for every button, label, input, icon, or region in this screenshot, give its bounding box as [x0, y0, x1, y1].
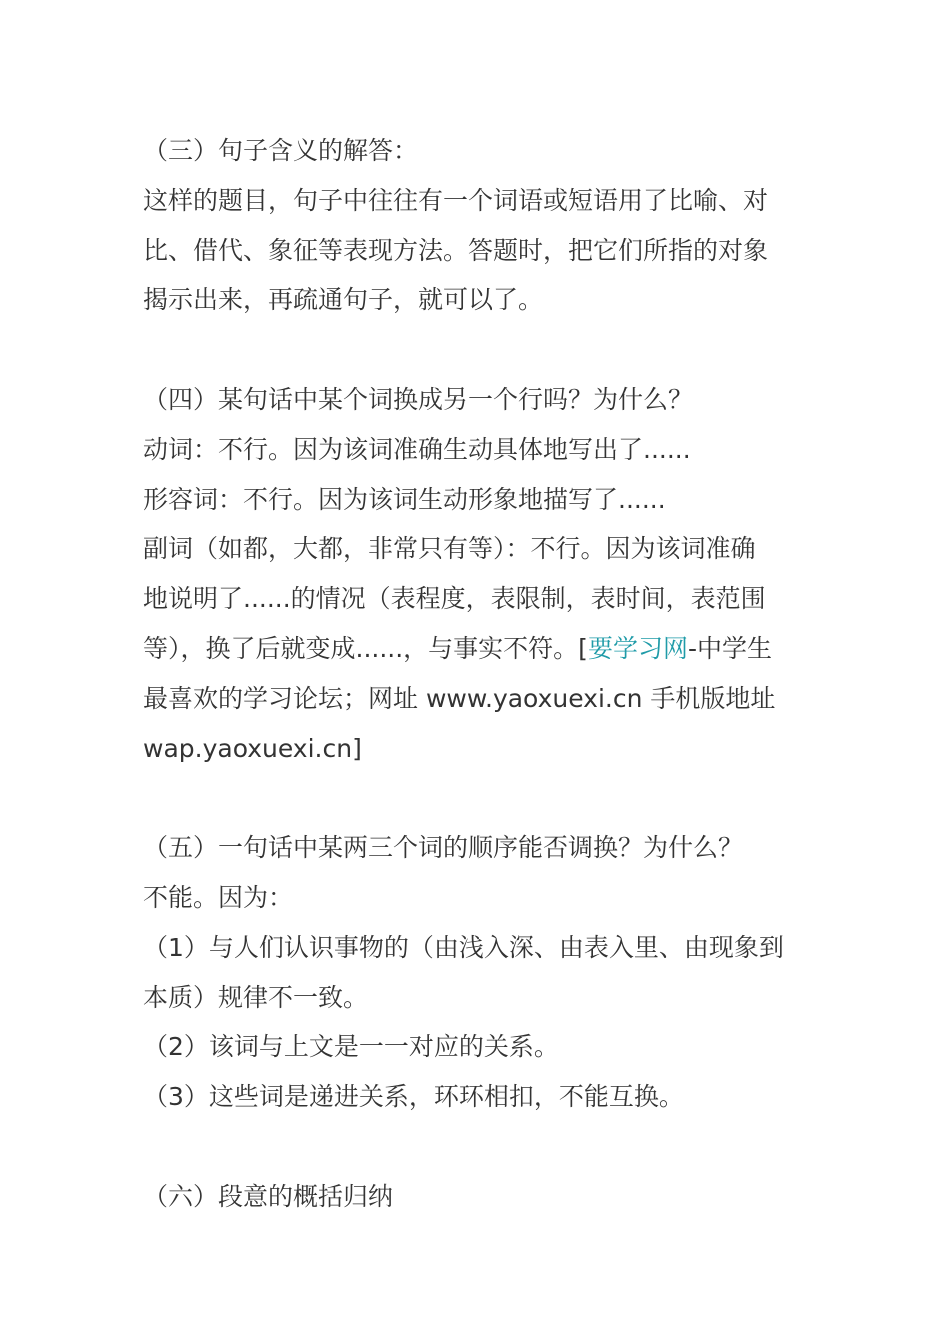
section-4-line-4: 地说明了......的情况（表程度，表限制，表时间，表范围: [143, 584, 766, 614]
yaoxuexi-link[interactable]: 要学习网: [587, 633, 688, 663]
section-4-line-1: 动词：不行。因为该词准确生动具体地写出了......: [143, 434, 691, 464]
section-3-line-2: 比、借代、象征等表现方法。答题时，把它们所指的对象: [143, 235, 769, 265]
document-body: [143, 126, 808, 1222]
section-4-line-5: [143, 624, 808, 674]
section-3-line-1: 这样的题目，句子中往往有一个词语或短语用了比喻、对: [143, 185, 769, 215]
paragraph-spacer: [143, 325, 808, 375]
section-6-heading: （六）段意的概括归纳: [143, 1181, 394, 1211]
section-5-line-3: 本质）规律不一致。: [143, 982, 369, 1012]
paragraph-spacer: [143, 1122, 808, 1172]
section-3-heading: （三）句子含义的解答：: [143, 136, 419, 165]
section-4-heading: （四）某句话中某个词换成另一个行吗？为什么？: [143, 384, 694, 414]
section-4-line-6: 最喜欢的学习论坛；网址 www.yaoxuexi.cn 手机版地址: [143, 683, 776, 713]
section-5-line-2: （1）与人们认识事物的（由浅入深、由表入里、由现象到: [143, 932, 784, 962]
section-5-heading: （五）一句话中某两三个词的顺序能否调换？为什么？: [143, 833, 744, 863]
paragraph-spacer: [143, 773, 808, 823]
section-5-line-5: （3）这些词是递进关系，环环相扣，不能互换。: [143, 1082, 684, 1112]
section-4-line-2: 形容词：不行。因为该词生动形象地描写了......: [143, 484, 666, 514]
section-3-line-3: 揭示出来，再疏通句子，就可以了。: [143, 285, 544, 315]
section-5-line-4: （2）该词与上文是一一对应的关系。: [143, 1032, 559, 1062]
section-4-line-5-tail: -中学生: [687, 633, 772, 663]
section-4-line-3: 副词（如都，大都，非常只有等）：不行。因为该词准确: [143, 534, 756, 564]
section-5-line-1: 不能。因为：: [143, 882, 294, 912]
section-4-line-7: wap.yaoxuexi.cn]: [143, 733, 362, 763]
section-4-line-5-text: 等），换了后就变成......，与事实不符。[: [143, 633, 588, 663]
